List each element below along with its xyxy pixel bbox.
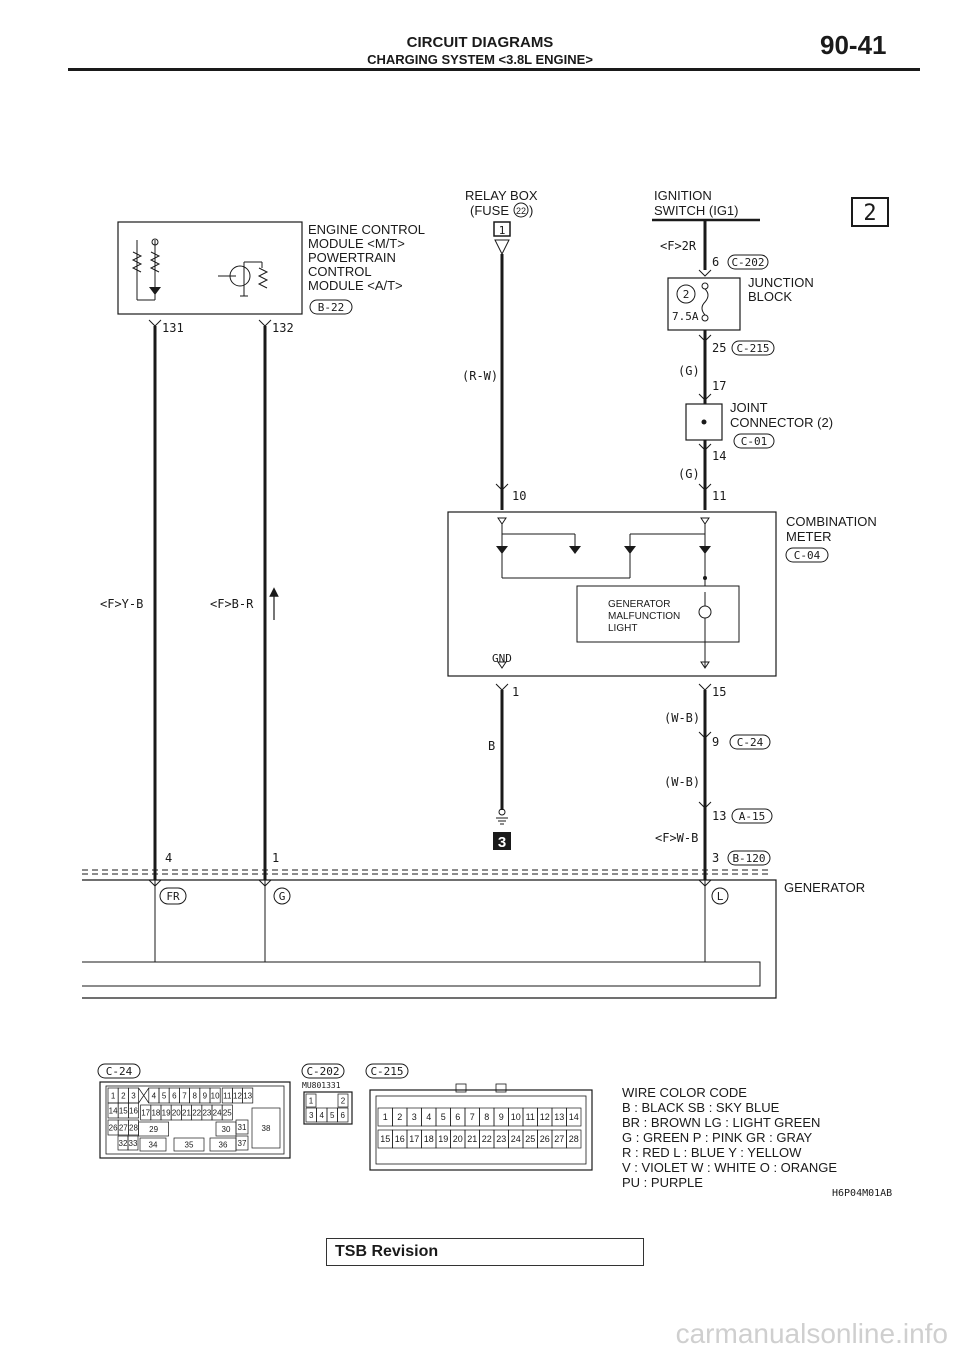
c24-pin-15: 15 xyxy=(118,1106,128,1116)
svg-text:PU : PURPLE: PU : PURPLE xyxy=(622,1175,703,1190)
svg-text:FR: FR xyxy=(166,890,180,903)
figure-code: H6P04M01AB xyxy=(832,1188,893,1199)
combination-meter-label xyxy=(786,514,877,544)
c24-pin-18: 18 xyxy=(151,1108,161,1118)
c202-bottom-label: C-202 xyxy=(306,1065,340,1078)
c215-pin-18: 18 xyxy=(423,1134,434,1145)
c215-pin-23: 23 xyxy=(496,1134,507,1145)
c202-pin-3: 3 xyxy=(309,1110,314,1120)
a15-conn: A-15 xyxy=(738,810,766,823)
c215-pin-2: 2 xyxy=(397,1112,403,1123)
c202-pin-1: 1 xyxy=(308,1096,314,1106)
b120-pin: 3 xyxy=(712,851,720,865)
c24-conn: C-24 xyxy=(736,736,764,749)
ground-marker xyxy=(493,832,511,851)
c24-pin-6: 6 xyxy=(172,1091,177,1101)
meter-gnd-label: GND xyxy=(492,652,512,665)
svg-text:JUNCTION: JUNCTION xyxy=(748,275,814,290)
svg-text:B-22: B-22 xyxy=(317,301,345,314)
svg-text:WIRE COLOR CODE: WIRE COLOR CODE xyxy=(622,1085,747,1100)
wire-label-fr: <F>Y-B xyxy=(100,597,144,611)
c215-pin-9: 9 xyxy=(498,1112,504,1123)
relay-terminal xyxy=(494,222,510,254)
junction-block xyxy=(668,278,740,330)
page-number: 90-41 xyxy=(820,30,887,60)
wire-label-l2: (W-B) xyxy=(664,775,701,789)
wire-label-relay: (R-W) xyxy=(462,369,499,383)
c24-pin-8: 8 xyxy=(192,1091,197,1101)
joint-connector xyxy=(686,404,722,440)
c215-pin-26: 26 xyxy=(539,1134,550,1145)
joint-connector-label xyxy=(730,400,833,430)
wire-label-jc1: (G) xyxy=(678,364,700,378)
c215-pin-6: 6 xyxy=(455,1112,461,1123)
svg-text:): ) xyxy=(529,203,534,218)
c24-pin-35: 35 xyxy=(184,1140,194,1150)
c24-pin-29: 29 xyxy=(149,1124,159,1134)
wire-label-ground: B xyxy=(488,739,496,753)
junction-block-label xyxy=(748,275,814,304)
c24-pin-5: 5 xyxy=(161,1091,167,1101)
svg-text:1: 1 xyxy=(498,224,506,237)
meter-pin-10: 10 xyxy=(512,489,527,503)
svg-text:MODULE <A/T>: MODULE <A/T> xyxy=(308,278,403,293)
ecm-pin-132: 132 xyxy=(272,321,294,335)
a15-pin: 13 xyxy=(712,809,727,823)
c215-connector-face xyxy=(370,1084,592,1170)
svg-text:CONTROL: CONTROL xyxy=(308,264,372,279)
c24-pin-3: 3 xyxy=(131,1091,136,1101)
jb-pin-6: 6 xyxy=(712,255,720,269)
c24-pin-38: 38 xyxy=(261,1123,271,1133)
ground-symbol xyxy=(496,809,508,824)
gen-term-l xyxy=(712,888,728,904)
svg-text:3: 3 xyxy=(497,834,507,851)
svg-text:GENERATOR: GENERATOR xyxy=(608,599,671,610)
wire-label-jc2: (G) xyxy=(678,467,700,481)
svg-text:(FUSE: (FUSE xyxy=(470,203,509,218)
jc-pin-14: 14 xyxy=(712,449,727,463)
c24-bottom-label: C-24 xyxy=(105,1065,133,1078)
c202-pin-6: 6 xyxy=(340,1110,345,1120)
generator-label: GENERATOR xyxy=(784,880,866,895)
c215-pin-12: 12 xyxy=(539,1112,550,1123)
c215-pin-13: 13 xyxy=(554,1112,565,1123)
svg-text:SWITCH (IG1): SWITCH (IG1) xyxy=(654,203,739,218)
c215-pin-20: 20 xyxy=(452,1134,463,1145)
svg-text:B : BLACK SB : SKY BLUE: B : BLACK SB : SKY BLUE xyxy=(622,1100,780,1115)
ecm-pin-131: 131 xyxy=(162,321,184,335)
c202-pin-2: 2 xyxy=(340,1096,346,1106)
c24-pin-7: 7 xyxy=(182,1091,187,1101)
c24-pin-28: 28 xyxy=(129,1123,138,1133)
wire-label-ig: <F>2R xyxy=(660,239,697,253)
c215-pin-8: 8 xyxy=(484,1112,490,1123)
b120-conn: B-120 xyxy=(732,852,766,865)
watermark: carmanualsonline.info xyxy=(675,1318,948,1349)
c24-pin-2: 2 xyxy=(121,1091,126,1101)
header-title: CIRCUIT DIAGRAMS xyxy=(406,34,554,51)
c202-pin-4: 4 xyxy=(319,1110,324,1120)
c24-pin-16: 16 xyxy=(129,1106,138,1116)
gen-pin-fr: 4 xyxy=(165,851,173,865)
svg-text:V : VIOLET W : WHITE O: V : VIOLET W : WHITE O : ORANGE xyxy=(622,1160,838,1175)
c215-bottom-label: C-215 xyxy=(370,1065,404,1078)
jb-conn-in: C-202 xyxy=(731,256,765,269)
c202-part-number: MU801331 xyxy=(302,1081,341,1090)
c215-pin-10: 10 xyxy=(510,1112,521,1123)
c24-pin-20: 20 xyxy=(171,1108,181,1118)
gen-pin-g: 1 xyxy=(272,851,280,865)
jb-pin-25: 25 xyxy=(712,341,727,355)
c24-pin-4: 4 xyxy=(151,1091,157,1101)
jc-pin-17: 17 xyxy=(712,379,727,393)
c24-pin-31: 31 xyxy=(237,1122,247,1132)
c24-pin-9: 9 xyxy=(202,1091,208,1101)
wire-label-l1: (W-B) xyxy=(664,711,701,725)
c215-pin-14: 14 xyxy=(568,1112,579,1123)
c24-blank-x-icon xyxy=(139,1088,149,1103)
ecm-terminal-132 xyxy=(259,320,271,326)
svg-text:G : GREEN P : PINK GR : GR: G : GREEN P : PINK GR : GRAY xyxy=(622,1130,813,1145)
c24-pin-21: 21 xyxy=(182,1108,191,1118)
gen-term-g xyxy=(274,888,290,904)
jc-conn: C-01 xyxy=(740,435,768,448)
svg-text:RELAY BOX: RELAY BOX xyxy=(465,188,538,203)
c215-pin-25: 25 xyxy=(525,1134,536,1145)
ignition-switch-label xyxy=(654,188,739,218)
svg-text:2: 2 xyxy=(682,288,690,301)
meter-pin-15: 15 xyxy=(712,685,727,699)
c215-pin-4: 4 xyxy=(426,1112,432,1123)
c215-pin-1: 1 xyxy=(382,1112,388,1123)
jb-terminal-in xyxy=(699,270,711,276)
c215-pin-3: 3 xyxy=(411,1112,417,1123)
svg-text:22: 22 xyxy=(515,206,527,216)
svg-text:2: 2 xyxy=(863,201,877,226)
c24-pin-33: 33 xyxy=(128,1138,138,1148)
svg-text:ENGINE CONTROL: ENGINE CONTROL xyxy=(308,222,426,237)
c24-pin-30: 30 xyxy=(221,1124,231,1134)
ecm-terminal-131 xyxy=(149,320,161,326)
c215-pin-15: 15 xyxy=(380,1134,391,1145)
jb-conn-out: C-215 xyxy=(736,342,770,355)
header-subtitle: CHARGING SYSTEM <3.8L ENGINE> xyxy=(367,52,593,67)
c215-pin-24: 24 xyxy=(510,1134,521,1145)
c24-pin-17: 17 xyxy=(141,1108,151,1118)
c24-pin-32: 32 xyxy=(118,1138,128,1148)
svg-text:IGNITION: IGNITION xyxy=(654,188,712,203)
ecm-connector-tag xyxy=(310,300,352,314)
svg-text:METER: METER xyxy=(786,529,832,544)
c24-pin-10: 10 xyxy=(210,1091,220,1101)
c24-connector-face xyxy=(100,1082,290,1158)
c215-pin-28: 28 xyxy=(568,1134,579,1145)
svg-text:G: G xyxy=(278,890,286,903)
svg-text:POWERTRAIN: POWERTRAIN xyxy=(308,250,396,265)
c202-connector-face xyxy=(304,1092,352,1124)
meter-terminal-15 xyxy=(699,684,711,690)
svg-text:JOINT: JOINT xyxy=(730,400,768,415)
c24-pin-25: 25 xyxy=(222,1108,232,1118)
c24-pin-11: 11 xyxy=(223,1091,232,1101)
svg-text:BR : BROWN LG : LIGHT GREE: BR : BROWN LG : LIGHT GREEN xyxy=(622,1115,821,1130)
generator-lamp-label xyxy=(608,599,680,634)
svg-text:LIGHT: LIGHT xyxy=(608,623,638,634)
wire-label-g: <F>B-R xyxy=(210,597,254,611)
meter-pin-1: 1 xyxy=(512,685,520,699)
c24-pin-36: 36 xyxy=(218,1140,228,1150)
meter-terminal-1 xyxy=(496,684,508,690)
svg-text:7.5A: 7.5A xyxy=(672,310,699,323)
c215-pin-21: 21 xyxy=(467,1134,478,1145)
c202-pin-5: 5 xyxy=(330,1110,335,1120)
svg-text:R : RED L : BLUE Y : Y: R : RED L : BLUE Y : YELLOW xyxy=(622,1145,802,1160)
ecm-box xyxy=(118,222,302,314)
c24-pin: 9 xyxy=(712,735,720,749)
c215-pin-7: 7 xyxy=(469,1112,475,1123)
meter-conn: C-04 xyxy=(793,549,821,562)
c24-pin-24: 24 xyxy=(212,1108,222,1118)
c215-pin-22: 22 xyxy=(481,1134,492,1145)
c215-pin-11: 11 xyxy=(525,1112,535,1123)
svg-text:BLOCK: BLOCK xyxy=(748,289,793,304)
c24-pin-1: 1 xyxy=(110,1091,116,1101)
c215-pin-16: 16 xyxy=(394,1134,405,1145)
svg-text:MALFUNCTION: MALFUNCTION xyxy=(608,611,681,622)
c24-pin-14: 14 xyxy=(108,1106,118,1116)
svg-text:COMBINATION: COMBINATION xyxy=(786,514,877,529)
relay-box-label xyxy=(465,188,538,218)
c24-pin-12: 12 xyxy=(233,1091,242,1101)
svg-text:CONNECTOR (2): CONNECTOR (2) xyxy=(730,415,834,430)
c215-pin-19: 19 xyxy=(438,1134,449,1145)
c215-pin-5: 5 xyxy=(440,1112,446,1123)
c24-pin-22: 22 xyxy=(192,1108,202,1118)
page-marker xyxy=(852,198,888,226)
c24-pin-19: 19 xyxy=(161,1108,171,1118)
meter-pin-11: 11 xyxy=(712,489,727,503)
wire-color-code xyxy=(622,1085,837,1190)
c24-pin-27: 27 xyxy=(118,1123,128,1133)
c24-pin-34: 34 xyxy=(148,1140,158,1150)
gen-term-fr xyxy=(160,888,186,904)
c24-pin-26: 26 xyxy=(108,1123,118,1133)
svg-text:MODULE <M/T>: MODULE <M/T> xyxy=(308,236,405,251)
c215-pin-27: 27 xyxy=(554,1134,565,1145)
svg-text:L: L xyxy=(716,890,724,903)
footer-tsb-revision: TSB Revision xyxy=(335,1243,439,1260)
ecm-label xyxy=(308,222,425,293)
c215-pin-17: 17 xyxy=(409,1134,420,1145)
c24-pin-23: 23 xyxy=(202,1108,212,1118)
wire-label-l3: <F>W-B xyxy=(655,831,699,845)
c24-pin-37: 37 xyxy=(237,1138,247,1148)
c24-pin-13: 13 xyxy=(243,1091,253,1101)
